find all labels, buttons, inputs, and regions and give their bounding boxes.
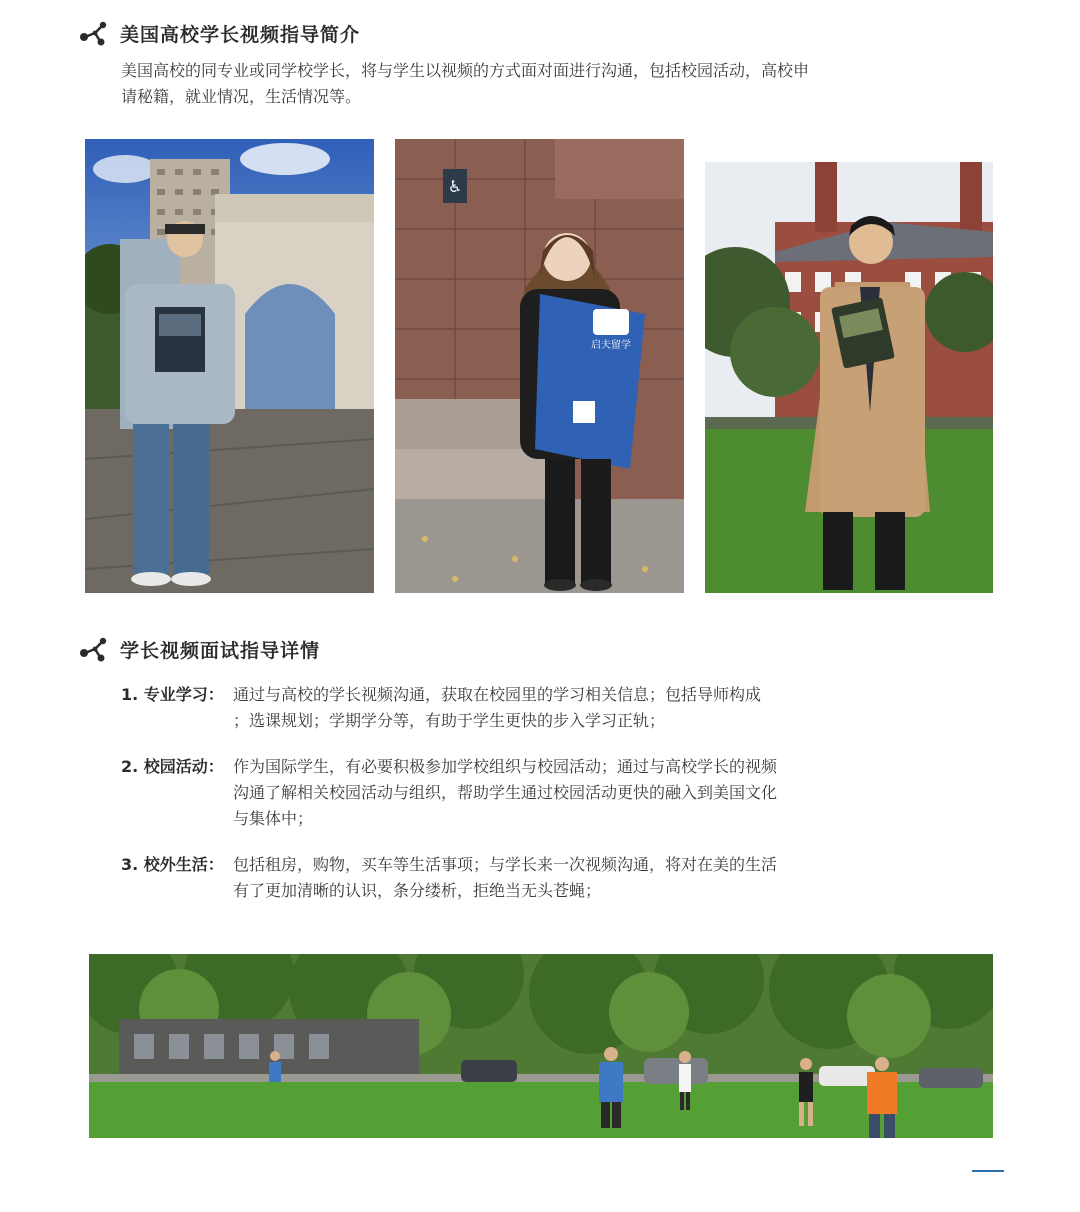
- banner-logo-text: 启夫留学: [591, 340, 631, 351]
- section-heading-details: [78, 636, 320, 663]
- list-item: [121, 682, 821, 734]
- detail-text: 包括租房，购物，买车等生活事项；与学长来一次视频沟通，将对在美的生活有了更加清晰的认识，条分缕析，拒绝当无头苍蝇；: [233, 855, 778, 900]
- section-title: 学长视频面试指导详情: [120, 640, 321, 662]
- photo-lawn-student: [705, 162, 993, 593]
- detail-label: 2. 校园活动：: [121, 757, 224, 776]
- detail-label: 3. 校外生活：: [121, 855, 224, 874]
- molecule-icon: [78, 21, 110, 47]
- photo-campus-lawn: [89, 954, 993, 1138]
- photo-banner-student: [395, 139, 684, 593]
- list-item: [121, 754, 821, 832]
- section-heading-intro: [78, 20, 360, 47]
- detail-list: [121, 682, 821, 924]
- detail-label: 1. 专业学习：: [121, 685, 224, 704]
- photo-arch-student: [85, 139, 374, 593]
- detail-text: 作为国际学生，有必要积极参加学校组织与校园活动；通过与高校学长的视频沟通了解相关校园活动与组织，帮助学生通过校园活动更快的融入到美国文化与集体中；: [233, 757, 778, 828]
- svg-text:♿: ♿: [447, 177, 463, 196]
- list-item: [121, 852, 821, 904]
- detail-text: 通过与高校的学长视频沟通，获取在校园里的学习相关信息；包括导师构成 ；选课规划；学期学分等，有助于学生更快的步入学习正轨；: [233, 685, 762, 730]
- page-indicator-line: [972, 1170, 1004, 1172]
- molecule-icon: [78, 637, 110, 663]
- section-title: 美国高校学长视频指导简介: [120, 24, 361, 46]
- intro-paragraph: 美国高校的同专业或同学校学长，将与学生以视频的方式面对面进行沟通，包括校园活动，高校申请秘籍，就业情况，生活情况等。: [121, 61, 810, 106]
